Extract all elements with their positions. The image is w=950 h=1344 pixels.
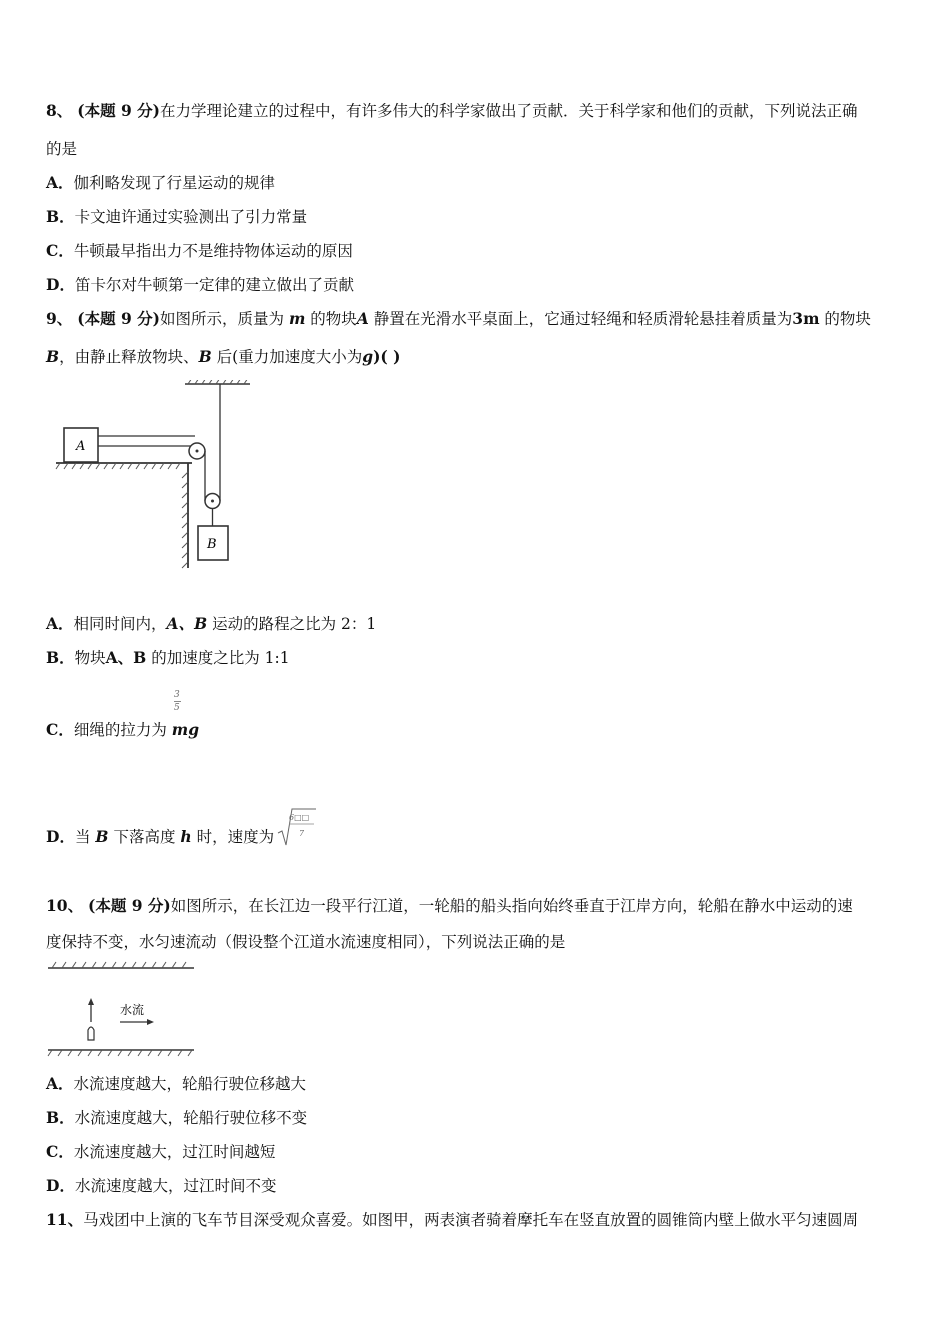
q9-stem-text-2c: )( )	[373, 347, 401, 366]
q9-option-d-text-3: 时，速度为	[196, 828, 275, 846]
q9-option-d-letter: D．	[46, 827, 75, 846]
q9-option-c-fraction	[174, 690, 181, 713]
q9-var-b-2: B	[198, 347, 212, 366]
q10-stem-line-2	[46, 931, 565, 953]
q11-stem-line-1	[46, 1209, 858, 1231]
q9-option-a-vars: A、B	[166, 614, 208, 633]
q8-stem-line-2	[46, 138, 77, 160]
q9-stem-text-2b: 后(重力加速度大小为	[216, 348, 363, 366]
q9-var-m: m	[288, 309, 306, 328]
q10-flow-label: 水流	[120, 1003, 145, 1017]
q9-option-a-letter: A．	[46, 614, 74, 633]
q8-option-a-text: 伽利略发现了行星运动的规律	[73, 174, 276, 192]
q9-option-b-vars: A、B	[105, 648, 147, 667]
q10-number: 10、	[46, 896, 84, 915]
q8-option-b	[46, 206, 307, 228]
q8-option-d-letter: D．	[46, 275, 75, 294]
q9-var-g: g	[362, 347, 374, 366]
q9-stem-line-1	[46, 308, 871, 330]
q9-option-c-mg: mg	[171, 720, 200, 739]
q9-option-c	[46, 719, 199, 741]
q8-stem-text-2: 的是	[46, 140, 78, 158]
q9-option-d-text-2: 下落高度	[113, 828, 176, 846]
q9-option-d	[46, 826, 274, 848]
q9-var-3m: 3m	[792, 309, 820, 328]
q9-stem-text-1b: 的物块	[310, 310, 357, 328]
q9-option-c-text-1: 细绳的拉力为	[73, 721, 167, 739]
q10-stem-text-2: 度保持不变，水匀速流动（假设整个江道水流速度相同），下列说法正确的是	[46, 933, 566, 951]
q9-option-c-frac-den: 5	[174, 703, 180, 713]
q9-stem-text-1a: 如图所示，质量为	[159, 310, 284, 328]
q10-option-d-text: 水流速度越大，过江时间不变	[74, 1177, 277, 1195]
q9-option-a-text-2: 运动的路程之比为 2：1	[212, 615, 377, 633]
q8-option-d	[46, 274, 354, 296]
q9-option-d-sqrt-num: 6□□	[289, 813, 310, 822]
q10-boat	[88, 1027, 94, 1040]
q10-river-figure	[44, 960, 204, 1060]
q9-number: 9、	[46, 309, 73, 328]
q10-flow-arrowhead	[147, 1019, 154, 1025]
q9-option-d-radical	[276, 805, 318, 849]
q9-stem-text-1c: 静置在光滑水平桌面上，它通过轻绳和轻质滑轮悬挂着质量为	[373, 310, 793, 328]
q10-option-d	[46, 1175, 276, 1197]
q9-var-b: B	[46, 347, 60, 366]
q9-option-a	[46, 613, 376, 635]
q10-option-c	[46, 1141, 275, 1163]
q9-pulley-figure	[52, 380, 262, 575]
q8-option-a-letter: A．	[46, 173, 74, 192]
q9-stem-line-2	[46, 346, 400, 368]
q8-option-b-text: 卡文迪许通过实验测出了引力常量	[74, 208, 308, 226]
q9-option-c-frac-bar	[174, 701, 181, 702]
q10-stem-line-1	[46, 895, 853, 917]
q9-option-a-text-1: 相同时间内，	[73, 615, 167, 633]
q9-fixed-pulley-axle	[196, 450, 199, 453]
q11-stem-text-1: 马戏团中上演的飞车节目深受观众喜爱。如图甲，两表演者骑着摩托车在竖直放置的圆锥筒内壁上做水平匀速圆周	[83, 1211, 859, 1229]
q10-option-a-text: 水流速度越大，轮船行驶位移越大	[73, 1075, 307, 1093]
q8-option-c-letter: C．	[46, 241, 74, 260]
q9-option-d-var-b: B	[95, 827, 109, 846]
q10-option-b	[46, 1107, 307, 1129]
q10-option-c-letter: C．	[46, 1142, 74, 1161]
q9-option-d-var-h: h	[180, 827, 192, 846]
q10-boat-velocity-arrowhead	[88, 998, 94, 1005]
q10-stem-text-1: 如图所示，在长江边一段平行江道，一轮船的船头指向始终垂直于江岸方向，轮船在静水中运动的速	[170, 897, 853, 915]
q8-option-c-text: 牛顿最早指出力不是维持物体运动的原因	[73, 242, 353, 260]
q10-option-b-text: 水流速度越大，轮船行驶位移不变	[74, 1109, 308, 1127]
q8-option-b-letter: B．	[46, 207, 75, 226]
q9-movable-pulley-axle	[211, 500, 214, 503]
q9-block-b-label: B	[207, 537, 217, 552]
q10-bottom-bank-hatch	[48, 1050, 192, 1056]
q8-option-d-text: 笛卡尔对牛顿第一定律的建立做出了贡献	[74, 276, 354, 294]
q10-option-a-letter: A．	[46, 1074, 74, 1093]
q9-option-b	[46, 647, 290, 669]
q9-stem-text-1d: 的物块	[824, 310, 871, 328]
q9-option-d-sqrt-den: 7	[299, 829, 305, 838]
q11-number: 11、	[46, 1210, 84, 1229]
q9-option-c-letter: C．	[46, 720, 74, 739]
q8-option-c	[46, 240, 353, 262]
q9-var-a: A	[356, 309, 369, 328]
q10-option-d-letter: D．	[46, 1176, 75, 1195]
q9-block-a-label: A	[76, 439, 86, 454]
q10-top-bank-hatch	[52, 962, 186, 968]
q10-option-a	[46, 1073, 306, 1095]
q10-score: (本题 9 分)	[88, 896, 171, 915]
q8-option-a	[46, 172, 275, 194]
q9-option-b-text-1: 物块	[74, 649, 106, 667]
q9-stem-text-2a: ，由静止释放物块、	[59, 348, 199, 366]
q9-option-d-text-1: 当	[74, 828, 91, 846]
q10-option-b-letter: B．	[46, 1108, 75, 1127]
q9-option-b-letter: B．	[46, 648, 75, 667]
q8-score: (本题 9 分)	[77, 101, 160, 120]
q8-number: 8、	[46, 101, 73, 120]
q9-score: (本题 9 分)	[77, 309, 160, 328]
q10-option-c-text: 水流速度越大，过江时间越短	[73, 1143, 276, 1161]
q9-option-b-text-2: 的加速度之比为 1:1	[151, 649, 290, 667]
q9-option-c-frac-num: 3	[174, 690, 180, 700]
q8-stem-text-1: 在力学理论建立的过程中，有许多伟大的科学家做出了贡献．关于科学家和他们的贡献，下列说法正确	[159, 102, 858, 120]
q8-stem-line-1	[46, 100, 858, 122]
